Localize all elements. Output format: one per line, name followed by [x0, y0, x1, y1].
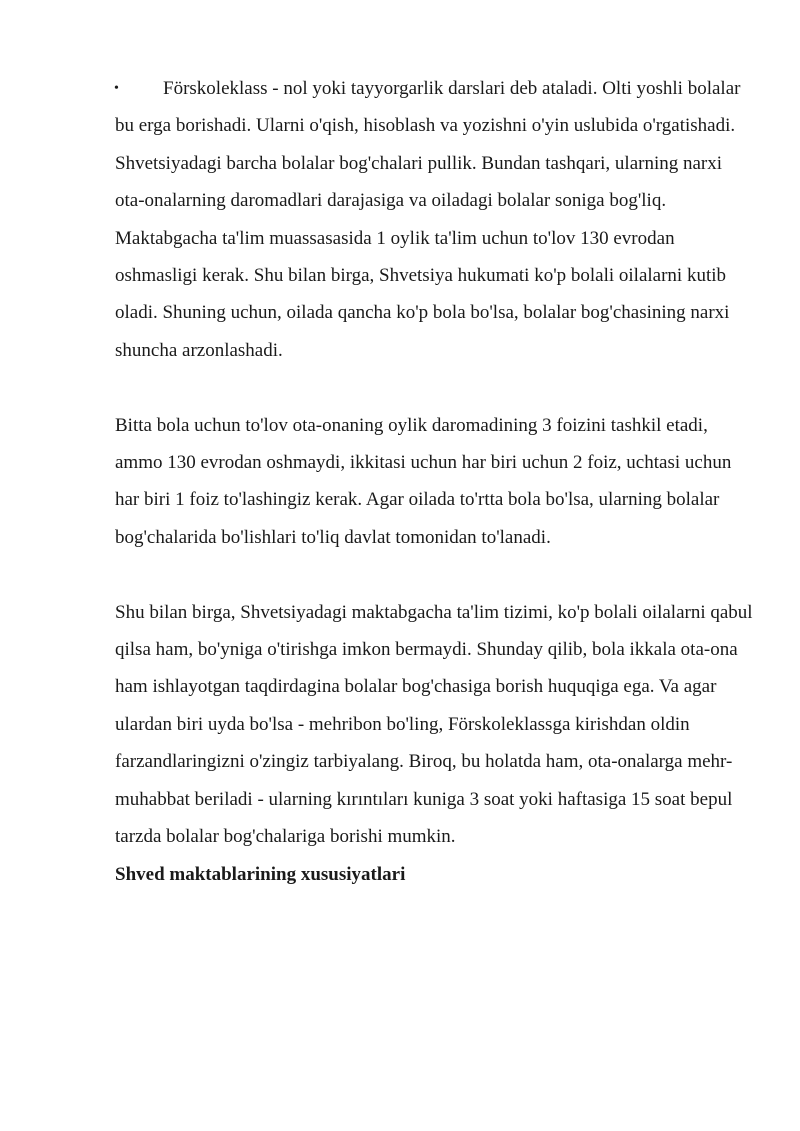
paragraph-spacer	[115, 556, 755, 593]
section-heading: Shved maktablarining xususiyatlari	[115, 863, 406, 885]
paragraph-kindergarten-fees: Shvetsiyadagi barcha bolalar bog'chalari pullik. Bundan tashqari, ularning narxi ota-onalarning daromadlari darajasiga va oiladagi bolalar soniga bog'liq. Maktabgacha ta'lim muassasasida 1 oylik ta'lim uchun to'lov 130 evrodan oshmasligi kerak. Shu bilan birga, Shvetsiya hukumati ko'p bolali oilalarni kutib oladi. Shuning uchun, oilada qancha ko'p bola bo'lsa, bolalar bog'chasining narxi shuncha arzonlashadi.	[115, 152, 730, 361]
document-body	[115, 70, 755, 893]
paragraph-spacer	[115, 369, 755, 406]
bullet-item-text: Förskoleklass - nol yoki tayyorgarlik darslari deb ataladi. Olti yoshli bolalar bu erga borishadi. Ularni o'qish, hisoblash va yozishni o'yin uslubida o'rgatishadi.	[115, 78, 741, 137]
paragraph-payment-per-child: Bitta bola uchun to'lov ota-onaning oylik daromadining 3 foizini tashkil etadi, ammo 130 evrodan oshmaydi, ikkitasi uchun har biri uchun 2 foiz, uchtasi uchun har biri 1 foiz to'lashingiz kerak. Agar oilada to'rtta bola bo'lsa, ularning bolalar bog'chalarida bo'lishlari to'liq davlat tomonidan to'lanadi.	[115, 414, 732, 548]
bullet-icon: •	[114, 81, 119, 96]
bullet-list-item	[115, 70, 755, 145]
paragraph-preschool-system: Shu bilan birga, Shvetsiyadagi maktabgacha ta'lim tizimi, ko'p bolali oilalarni qabul qilsa ham, bo'yniga o'tirishga imkon bermaydi. Shunday qilib, bola ikkala ota-ona ham ishlayotgan taqdirdagina bolalar bog'chasiga borish huquqiga ega. Va agar ulardan biri uyda bo'lsa - mehribon bo'ling, Förskoleklassga kirishdan oldin farzandlaringizni o'zingiz tarbiyalang. Biroq, bu holatda ham, ota-onalarga mehr-muhabbat beriladi - ularning kırıntıları kuniga 3 soat yoki haftasiga 15 soat bepul tarzda bolalar bog'chalariga borishi mumkin.	[115, 601, 753, 848]
